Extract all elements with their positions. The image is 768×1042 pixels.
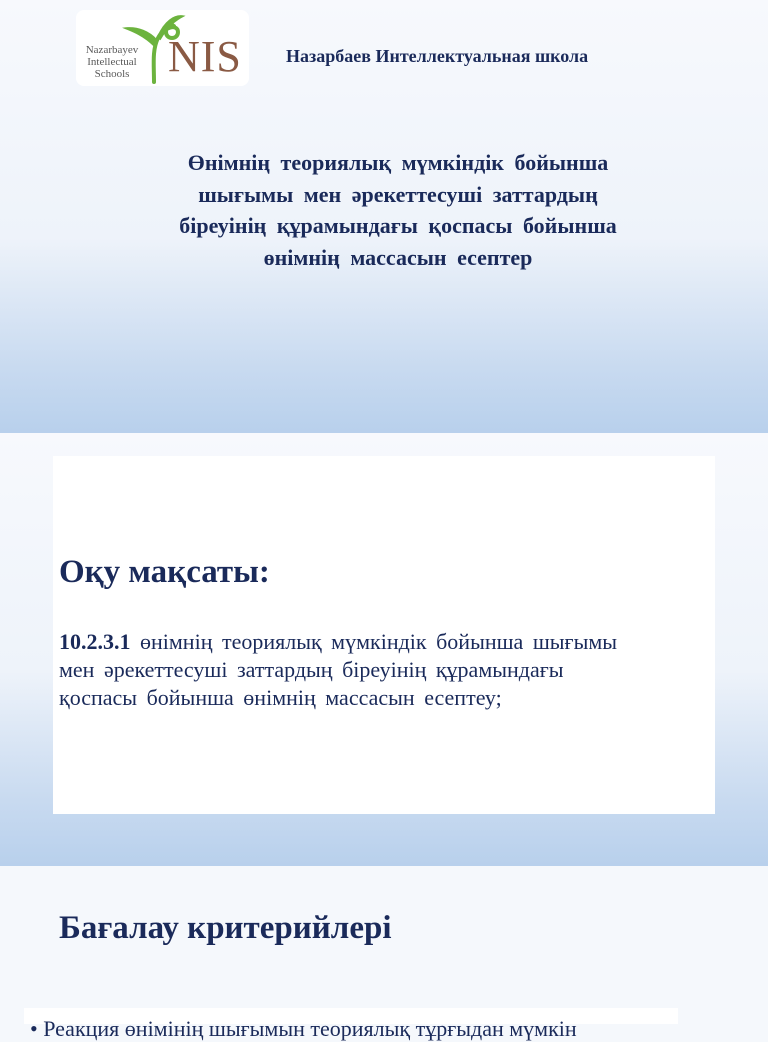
objective-code: 10.2.3.1 (59, 629, 131, 654)
objective-heading: Оқу мақсаты: (59, 554, 270, 590)
logo-line-3: Schools (94, 68, 130, 80)
title-line-3: біреуінің құрамындағы қоспасы бойынша (179, 213, 617, 238)
logo-line-1: Nazarbayev (85, 44, 139, 56)
title-line-2: шығымы мен әрекеттесуші заттардың (198, 181, 598, 207)
objective-panel (53, 456, 715, 814)
criteria-bullet: • Реакция өнімінің шығымын теориялық тұрғыдан мүмкін (30, 1016, 577, 1041)
logo-wordmark (78, 44, 146, 80)
nis-logo (76, 10, 249, 86)
title-line-1: Өнімнің теориялық мүмкіндік бойынша (187, 150, 609, 175)
criteria-heading: Бағалау критерийлері (59, 910, 392, 946)
objective-line-1 (59, 628, 709, 656)
title-line-4: өнімнің массасын есептер (263, 244, 533, 270)
objective-line-2: мен әрекеттесуші заттардың біреуінің құрамындағы (59, 657, 564, 682)
school-name: Назарбаев Интеллектуальная школа (286, 46, 589, 66)
slide-title (0, 0, 768, 433)
page-title (120, 147, 676, 273)
objective-line-3: қоспасы бойынша өнімнің массасын есептеу; (59, 685, 502, 710)
logo-line-2: Intellectual (87, 56, 137, 68)
slide-assessment-criteria (0, 866, 768, 1041)
objective-line-1-rest: өнімнің теориялық мүмкіндік бойынша шығымы (130, 629, 618, 654)
logo-nis-mark: NIS (168, 32, 242, 81)
criteria-bullet-box (24, 1008, 678, 1041)
objective-text (59, 628, 709, 712)
slide-learning-objective (0, 433, 768, 866)
